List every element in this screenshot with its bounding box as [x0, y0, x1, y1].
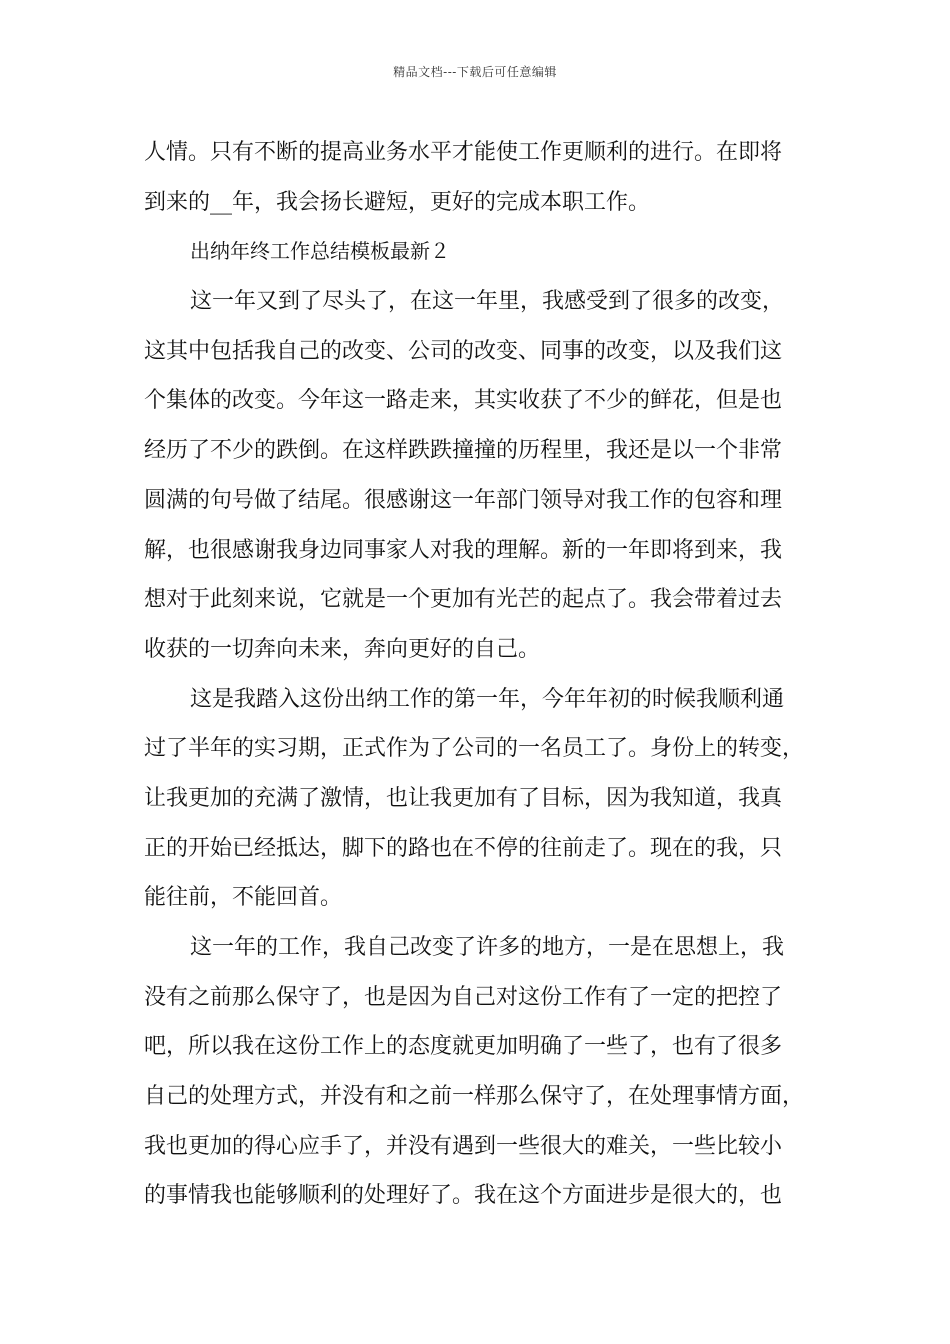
text-line: 到来的__年，我会扬长避短，更好的完成本职工作。: [144, 189, 651, 215]
text-line: 我也更加的得心应手了，并没有遇到一些很大的难关，一些比较小: [144, 1133, 783, 1159]
text-line: 人情。只有不断的提高业务水平才能使工作更顺利的进行。在即将: [144, 140, 783, 165]
text-line: 收获的一切奔向未来，奔向更好的自己。: [144, 636, 541, 662]
text-line: 个集体的改变。今年这一路走来，其实收获了不少的鲜花，但是也: [144, 388, 783, 414]
document-body: [144, 128, 809, 1221]
text-line: 这一年又到了尽头了，在这一年里，我感受到了很多的改变，: [190, 289, 785, 315]
text-line: 能往前，不能回首。: [144, 885, 343, 911]
text-line: 的事情我也能够顺利的处理好了。我在这个方面进步是很大的，也: [144, 1183, 783, 1209]
text-line: 想对于此刻来说，它就是一个更加有光芒的起点了。我会带着过去: [144, 587, 783, 613]
text-line: 过了半年的实习期，正式作为了公司的一名员工了。身份上的转变，: [144, 736, 805, 762]
text-line: 让我更加的充满了激情，也让我更加有了目标，因为我知道，我真: [144, 785, 783, 811]
text-line: 圆满的句号做了结尾。很感谢这一年部门领导对我工作的包容和理: [144, 487, 783, 513]
text-line: 这其中包括我自己的改变、公司的改变、同事的改变，以及我们这: [144, 338, 783, 364]
page-header: 精品文档---下载后可任意编辑: [393, 65, 557, 79]
text-line: 没有之前那么保守了，也是因为自己对这份工作有了一定的把控了: [144, 984, 783, 1010]
text-line: 解，也很感谢我身边同事家人对我的理解。新的一年即将到来，我: [144, 537, 783, 563]
section-title: 出纳年终工作总结模板最新２: [190, 239, 450, 264]
text-line: 自己的处理方式，并没有和之前一样那么保守了，在处理事情方面，: [144, 1084, 805, 1110]
text-line: 正的开始已经抵达，脚下的路也在不停的往前走了。现在的我，只: [144, 835, 783, 861]
text-line: 这是我踏入这份出纳工作的第一年，今年年初的时候我顺利通: [190, 686, 785, 712]
text-line: 经历了不少的跌倒。在这样跌跌撞撞的历程里，我还是以一个非常: [144, 438, 783, 464]
text-line: 这一年的工作，我自己改变了许多的地方，一是在思想上，我: [190, 935, 785, 960]
text-line: 吧，所以我在这份工作上的态度就更加明确了一些了，也有了很多: [144, 1034, 783, 1060]
